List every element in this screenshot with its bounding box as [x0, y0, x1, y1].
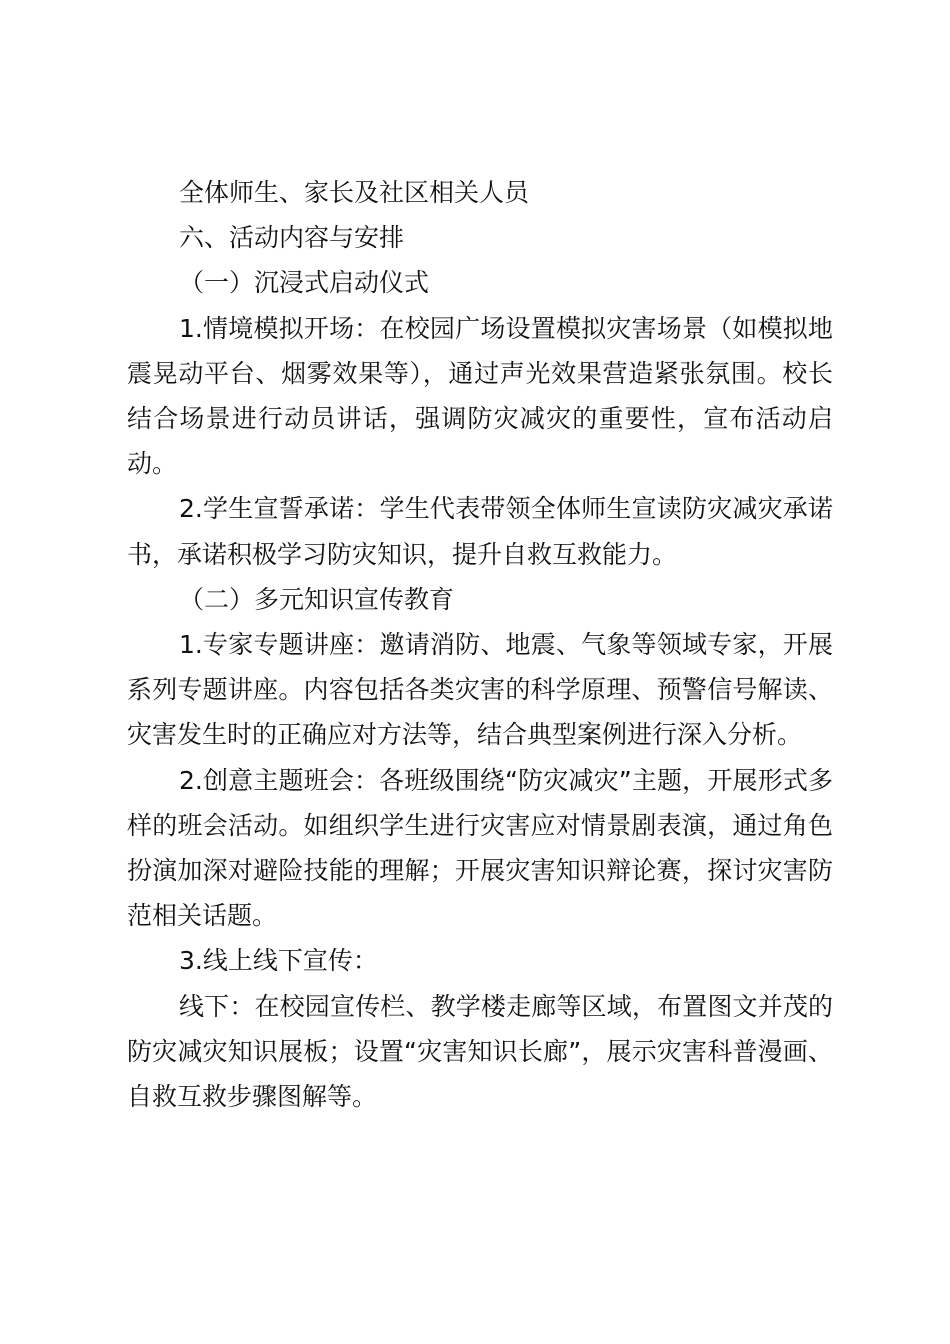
paragraph-scenario-opening: 1.情境模拟开场：在校园广场设置模拟灾害场景（如模拟地震晃动平台、烟雾效果等），通过声光效果营造紧张氛围。校长结合场景进行动员讲话，强调防灾减灾的重要性，宣布活动启动。 — [127, 313, 833, 479]
section-heading-activity-content: 六、活动内容与安排 — [179, 223, 405, 253]
paragraph-online-offline-heading: 3.线上线下宣传： — [179, 946, 378, 976]
paragraph-offline-promotion: 线下：在校园宣传栏、教学楼走廊等区域，布置图文并茂的防灾减灾知识展板；设置“灾害知识长廊”，展示灾害科普漫画、自救互救步骤图解等。 — [127, 991, 833, 1112]
subsection-heading-knowledge-education: （二）多元知识宣传教育 — [179, 584, 455, 614]
document-body — [127, 170, 833, 1119]
paragraph-student-pledge: 2.学生宣誓承诺：学生代表带领全体师生宣读防灾减灾承诺书，承诺积极学习防灾知识，提升自救互救能力。 — [127, 494, 833, 569]
subsection-heading-launch-ceremony: （一）沉浸式启动仪式 — [179, 268, 430, 298]
paragraph-class-meetings: 2.创意主题班会：各班级围绕“防灾减灾”主题，开展形式多样的班会活动。如组织学生进行灾害应对情景剧表演，通过角色扮演加深对避险技能的理解；开展灾害知识辩论赛，探讨灾害防范相关话题。 — [127, 765, 833, 931]
paragraph-expert-lectures: 1.专家专题讲座：邀请消防、地震、气象等领域专家，开展系列专题讲座。内容包括各类灾害的科学原理、预警信号解读、灾害发生时的正确应对方法等，结合典型案例进行深入分析。 — [127, 630, 833, 750]
audience-paragraph: 全体师生、家长及社区相关人员 — [179, 178, 530, 207]
